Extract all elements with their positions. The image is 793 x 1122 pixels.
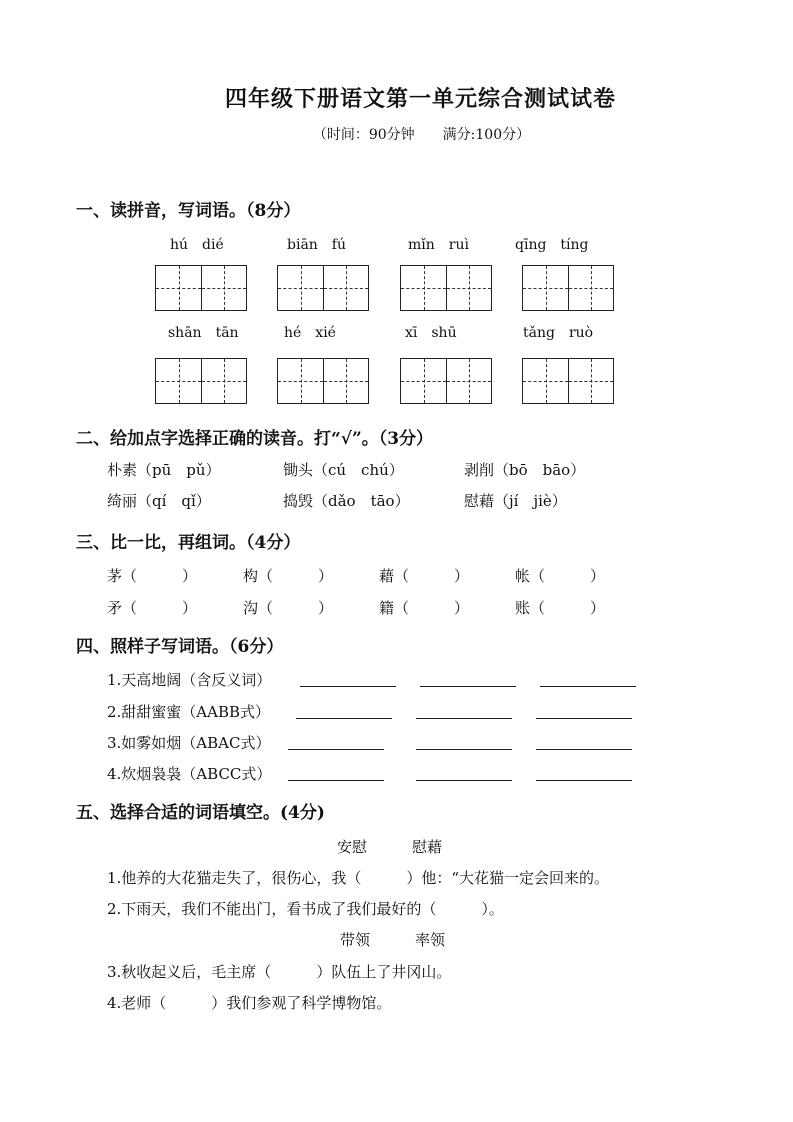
- pinyin-7: xī shū: [405, 325, 457, 341]
- compare-item-4[interactable]: 帐（ ）: [515, 567, 606, 585]
- writing-grid-2[interactable]: [277, 265, 369, 311]
- exam-info: （时间：90分钟 满分:100分）: [312, 127, 531, 143]
- answer-line[interactable]: [536, 749, 632, 750]
- section-2-heading: 二、给加点字选择正确的读音。打“√”。（3分）: [76, 429, 434, 449]
- pinyin-2: biān fú: [287, 237, 347, 253]
- writing-grid-1[interactable]: [155, 265, 247, 311]
- compare-item-3[interactable]: 藉（ ）: [379, 567, 470, 585]
- answer-line[interactable]: [288, 780, 384, 781]
- writing-grid-6[interactable]: [277, 358, 369, 404]
- section-1-heading: 一、读拼音，写词语。（8分）: [76, 201, 301, 221]
- compare-item-6[interactable]: 沟（ ）: [243, 599, 334, 617]
- writing-grid-5[interactable]: [155, 358, 247, 404]
- compare-item-7[interactable]: 籍（ ）: [379, 599, 470, 617]
- section-5-heading: 五、选择合适的词语填空。(4分): [76, 803, 325, 823]
- answer-line[interactable]: [416, 749, 512, 750]
- pattern-item-1: 1.天高地阔（含反义词）: [107, 671, 272, 689]
- pinyin-3: mǐn ruì: [408, 237, 469, 253]
- fill-question-1[interactable]: 1.他养的大花猫走失了，很伤心，我（ ）他：“大花猫一定会回来的。: [107, 869, 609, 887]
- answer-line[interactable]: [536, 718, 632, 719]
- section-3-heading: 三、比一比，再组词。（4分）: [76, 533, 301, 553]
- answer-line[interactable]: [416, 780, 512, 781]
- writing-grid-4[interactable]: [522, 265, 614, 311]
- answer-line[interactable]: [420, 686, 516, 687]
- pinyin-6: hé xié: [284, 325, 336, 341]
- writing-grid-3[interactable]: [400, 265, 492, 311]
- word-options-1: 安慰 慰藉: [337, 838, 443, 856]
- answer-line[interactable]: [288, 749, 384, 750]
- reading-choice-6[interactable]: 慰藉（jí jiè）: [464, 492, 567, 510]
- fill-question-4[interactable]: 4.老师（ ）我们参观了科学博物馆。: [107, 994, 392, 1012]
- writing-grid-8[interactable]: [522, 358, 614, 404]
- pattern-item-4: 4.炊烟袅袅（ABCC式）: [107, 765, 272, 783]
- compare-item-2[interactable]: 构（ ）: [243, 567, 334, 585]
- reading-choice-1[interactable]: 朴素（pū pǔ）: [107, 461, 221, 479]
- answer-line[interactable]: [416, 718, 512, 719]
- answer-line[interactable]: [536, 780, 632, 781]
- pinyin-1: hú dié: [170, 237, 224, 253]
- reading-choice-3[interactable]: 剥削（bō bāo）: [464, 461, 586, 479]
- reading-choice-2[interactable]: 锄头（cú chú）: [283, 461, 404, 479]
- compare-item-8[interactable]: 账（ ）: [515, 599, 606, 617]
- answer-line[interactable]: [300, 686, 396, 687]
- pinyin-8: tǎng ruò: [523, 325, 594, 341]
- compare-item-1[interactable]: 茅（ ）: [107, 567, 198, 585]
- reading-choice-4[interactable]: 绮丽（qí qǐ）: [107, 492, 211, 510]
- word-options-2: 带领 率领: [340, 931, 446, 949]
- pattern-item-3: 3.如雾如烟（ABAC式）: [107, 734, 271, 752]
- section-4-heading: 四、照样子写词语。（6分）: [76, 637, 284, 657]
- pinyin-4: qīng tíng: [515, 237, 589, 253]
- pinyin-5: shān tān: [168, 325, 239, 341]
- reading-choice-5[interactable]: 捣毁（dǎo tāo）: [283, 492, 410, 510]
- fill-question-2[interactable]: 2.下雨天，我们不能出门，看书成了我们最好的（ ）。: [107, 900, 504, 918]
- answer-line[interactable]: [296, 718, 392, 719]
- page-title: 四年级下册语文第一单元综合测试试卷: [224, 86, 616, 112]
- compare-item-5[interactable]: 矛（ ）: [107, 599, 198, 617]
- answer-line[interactable]: [540, 686, 636, 687]
- pattern-item-2: 2.甜甜蜜蜜（AABB式）: [107, 703, 271, 721]
- writing-grid-7[interactable]: [400, 358, 492, 404]
- fill-question-3[interactable]: 3.秋收起义后，毛主席（ ）队伍上了井冈山。: [107, 963, 452, 981]
